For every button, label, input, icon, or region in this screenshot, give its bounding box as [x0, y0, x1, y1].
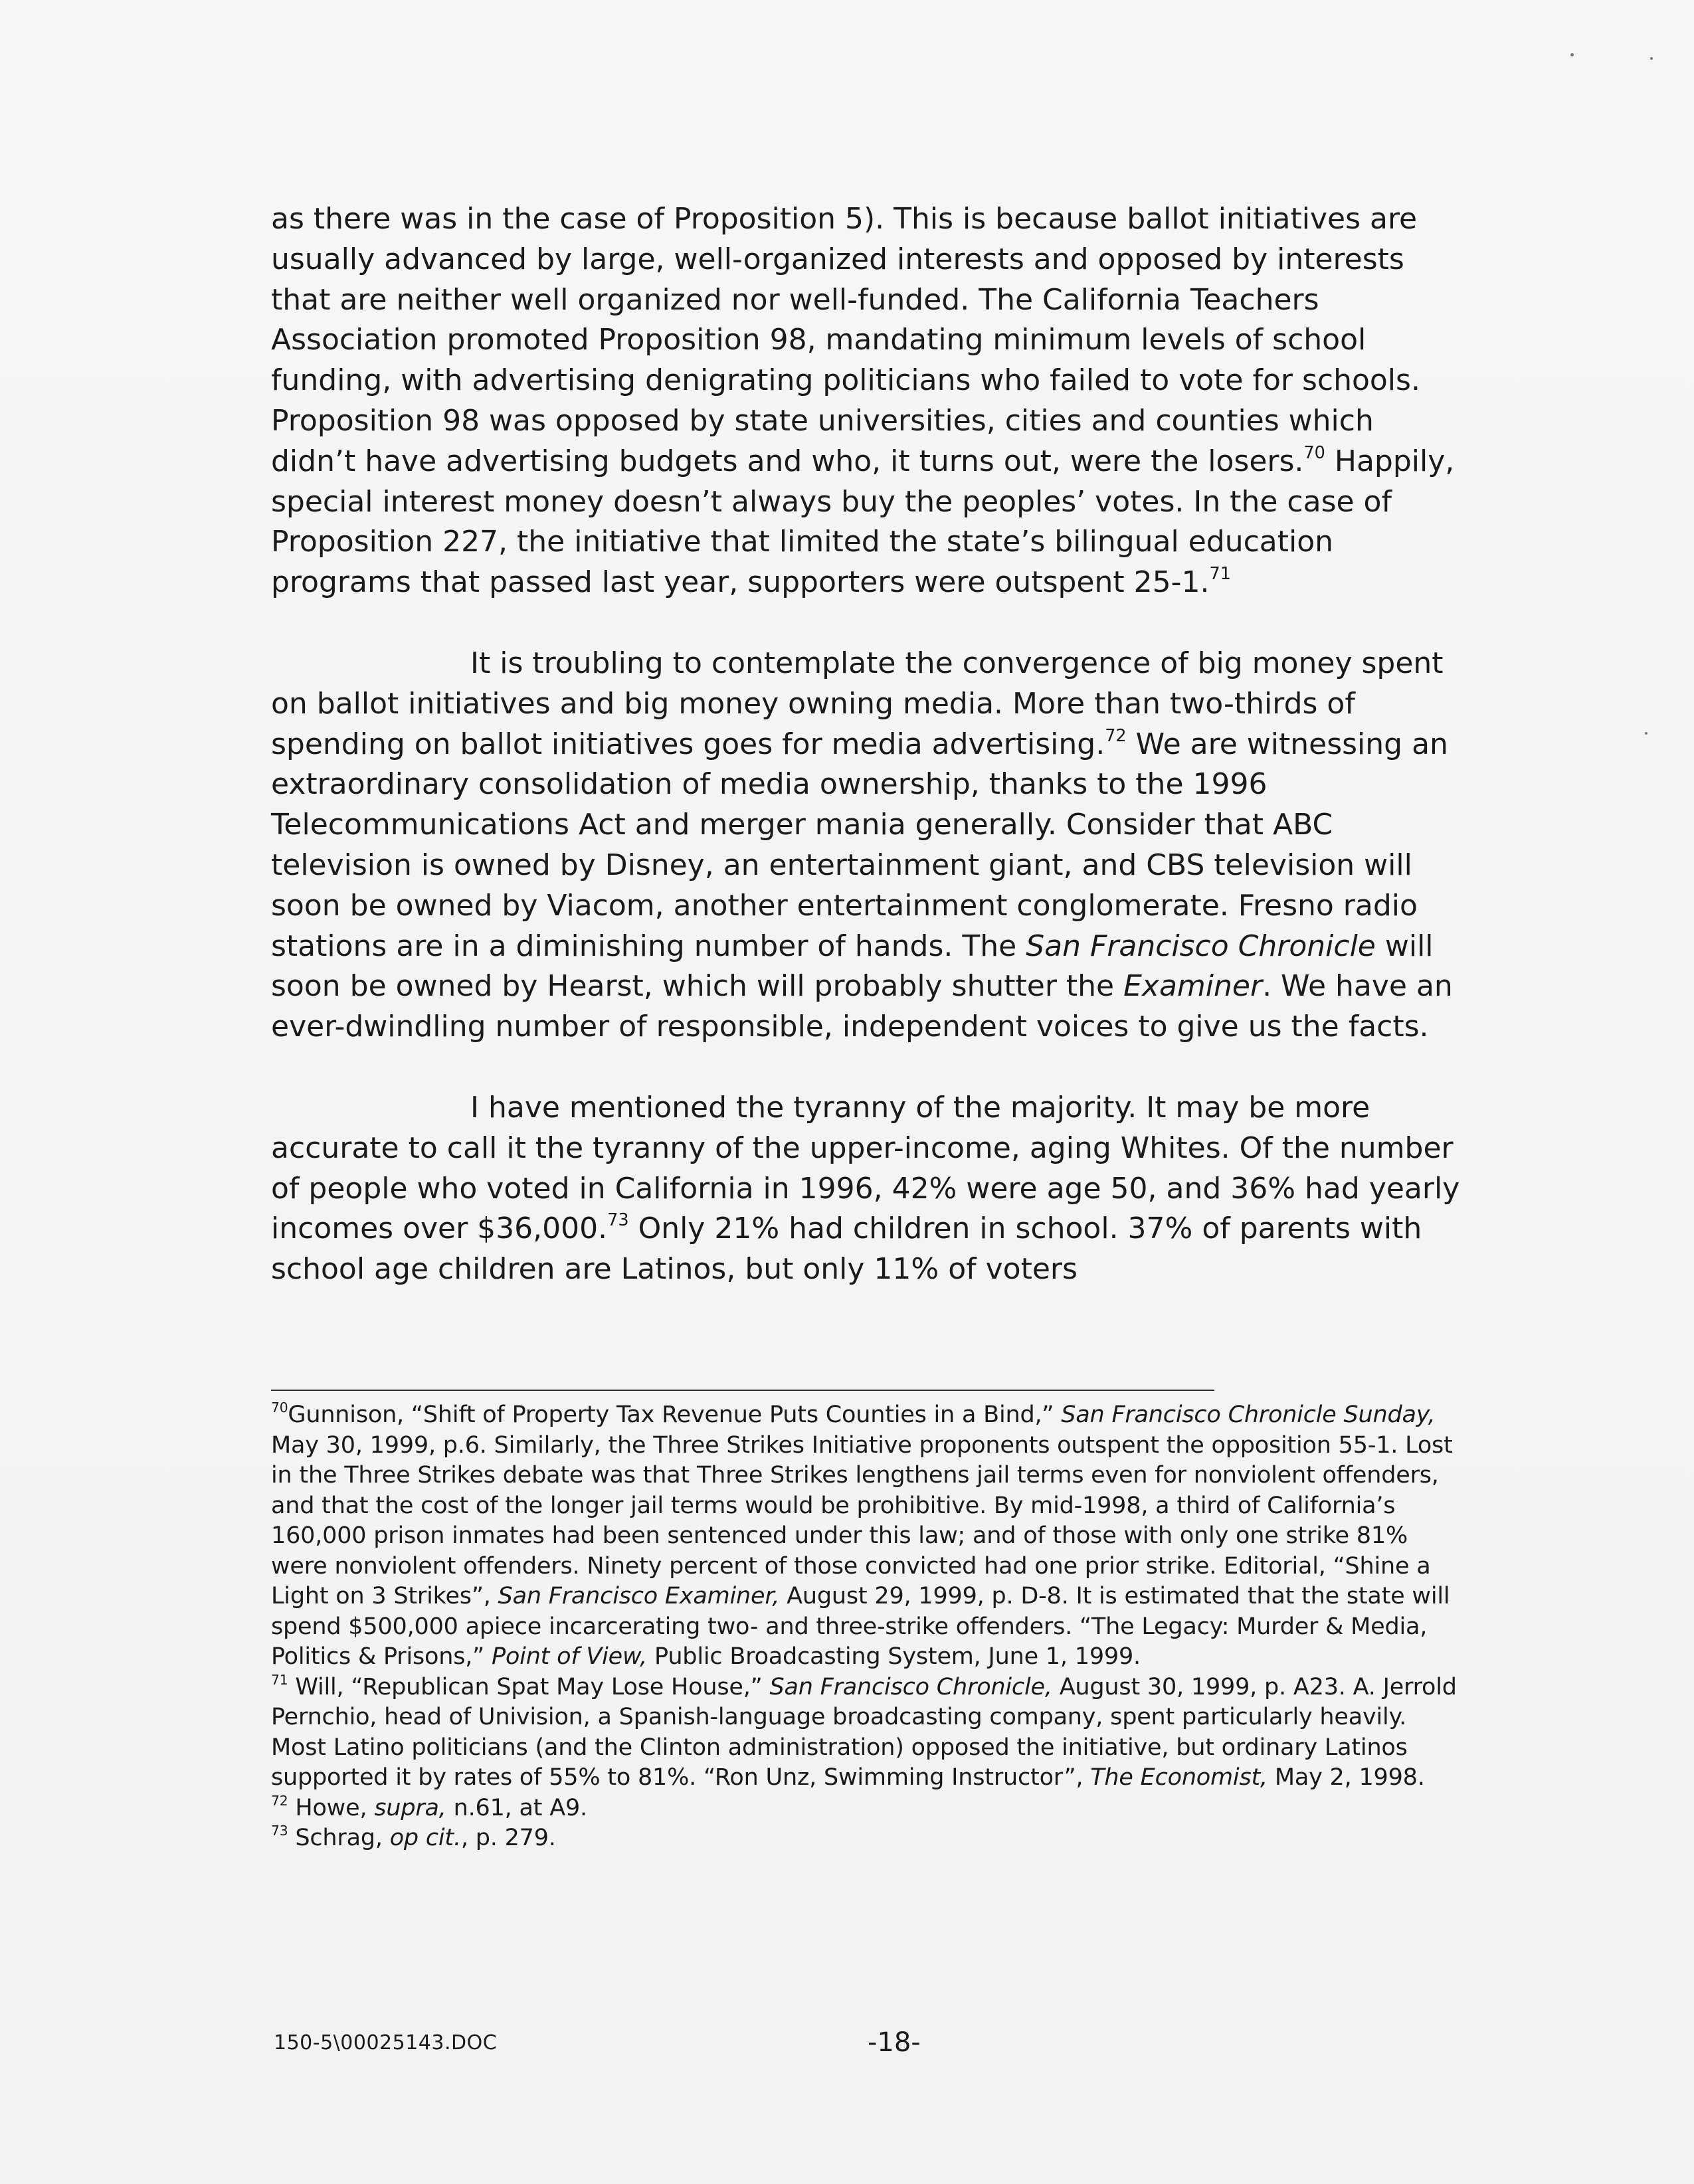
text-run: Public Broadcasting System, June 1, 1999. [647, 1643, 1141, 1670]
paragraph-3 [271, 1088, 1460, 1290]
italic-text: The Economist, [1090, 1764, 1268, 1791]
text-run: will soon be owned by Hearst, which will probably shutter the [271, 929, 1434, 1004]
footnote-71 [271, 1673, 1467, 1793]
text-run: August 29, 1999, p. D-8. It is estimated that the state will spend $500,000 apiece incarcerating two- and three-strike offenders. “The Legacy: Murder & Media, Politics & Prisons,” [271, 1583, 1450, 1670]
text-run: . We have an ever-dwindling number of responsible, independent voices to give us the facts. [271, 969, 1453, 1044]
footnote-70 [271, 1400, 1467, 1673]
italic-text: San Francisco Chronicle Sunday, [1061, 1402, 1436, 1428]
footnote-ref: 73 [271, 1822, 288, 1839]
text-run: August 30, 1999, p. A23. A. Jerrold Pernchio, head of Univision, a Spanish-language broadcasting company, spent particularly heavily. Most Latino politicians (and the Clinton administration) opposed the initiative, but ordinary Latinos supported it by rates of 55% to 81%. “Ron Unz, Swimming Instructor”, [271, 1673, 1457, 1791]
footnotes-section [271, 1390, 1467, 1854]
italic-text: Point of View, [492, 1643, 648, 1670]
text-run: It is troubling to contemplate the convergence of big money spent on ballot initiatives and big money owning media. More than two-thirds of spending on ballot initiatives goes for media advertising. [271, 646, 1444, 761]
scan-speck [1570, 53, 1574, 56]
text-run: n.61, at A9. [446, 1794, 587, 1821]
italic-text: San Francisco Chronicle [1026, 929, 1376, 963]
italic-text: San Francisco Examiner, [498, 1583, 780, 1609]
footnote-ref: 72 [271, 1792, 288, 1809]
body-text [271, 199, 1460, 1290]
italic-text: supra, [374, 1794, 446, 1821]
footnote-ref: 71 [271, 1671, 288, 1688]
text-run: May 30, 1999, p.6. Similarly, the Three Strikes Initiative proponents outspent the opposition 55-1. Lost in the Three Strikes debate was that Three Strikes lengthens jail terms even for nonviolent offenders, and that the cost of the longer jail terms would be prohibitive. By mid-1998, a third of California’s 160,000 prison inmates had been sentenced under this law; and of those with only one strike 81% were nonviolent offenders. Ninety percent of those convicted had one prior strike. Editorial, “Shine a Light on 3 Strikes”, [271, 1431, 1453, 1609]
text-run: Will, “Republican Spat May Lose House,” [288, 1673, 770, 1700]
text-run: May 2, 1998. [1267, 1764, 1425, 1791]
text-run: as there was in the case of Proposition 5). This is because ballot initiatives are usually advanced by large, well-organized interests and opposed by interests that are neither well organized nor well-funded. The California Teachers Association promoted Proposition 98, mandating minimum levels of school funding, with advertising denigrating politicians who failed to vote for schools. Proposition 98 was opposed by state universities, cities and counties which didn’t have advertising budgets and who, it turns out, were the losers. [271, 202, 1420, 478]
italic-text: Examiner [1123, 969, 1263, 1004]
footnote-ref: 70 [1303, 442, 1325, 463]
scan-speck [1650, 57, 1653, 60]
paragraph-2 [271, 644, 1460, 1047]
footnote-ref: 70 [271, 1399, 288, 1415]
text-run: Howe, [288, 1794, 375, 1821]
footnote-ref: 72 [1105, 725, 1127, 746]
footnote-72 [271, 1793, 1467, 1824]
text-run: I have mentioned the tyranny of the majority. It may be more accurate to call it the tyranny of the upper-income, aging Whites. Of the number of people who voted in California in 1996, 42% were age 50, and 36% had yearly incomes over $36,000. [271, 1090, 1460, 1246]
page-number: -18- [868, 2027, 921, 2058]
text-run: We are witnessing an extraordinary consolidation of media ownership, thanks to the 1996 Telecommunications Act and merger mania generally. Consider that ABC television is owned by Disney, an entertainment giant, and CBS television will soon be owned by Viacom, another entertainment conglomerate. Fresno radio stations are in a diminishing number of hands. The [271, 727, 1448, 963]
italic-text: op cit. [389, 1825, 461, 1851]
text-run: Happily, special interest money doesn’t always buy the peoples’ votes. In the case of Proposition 227, the initiative that limited the state’s bilingual education programs that passed last year, supporters were outspent 25-1. [271, 444, 1455, 600]
footnote-73 [271, 1823, 1467, 1854]
footnote-separator-rule [271, 1390, 1214, 1391]
italic-text: San Francisco Chronicle, [769, 1673, 1052, 1700]
paragraph-1 [271, 199, 1460, 603]
document-id: 150-5\00025143.DOC [274, 2031, 498, 2054]
text-run: Gunnison, “Shift of Property Tax Revenue Puts Counties in a Bind,” [288, 1402, 1062, 1428]
footnote-ref: 71 [1209, 564, 1231, 585]
text-run: Only 21% had children in school. 37% of parents with school age children are Latinos, but only 11% of voters [271, 1212, 1422, 1287]
text-run: , p. 279. [460, 1825, 556, 1851]
footnote-ref: 73 [607, 1210, 629, 1231]
text-run: Schrag, [288, 1825, 390, 1851]
scan-speck [1645, 732, 1647, 735]
